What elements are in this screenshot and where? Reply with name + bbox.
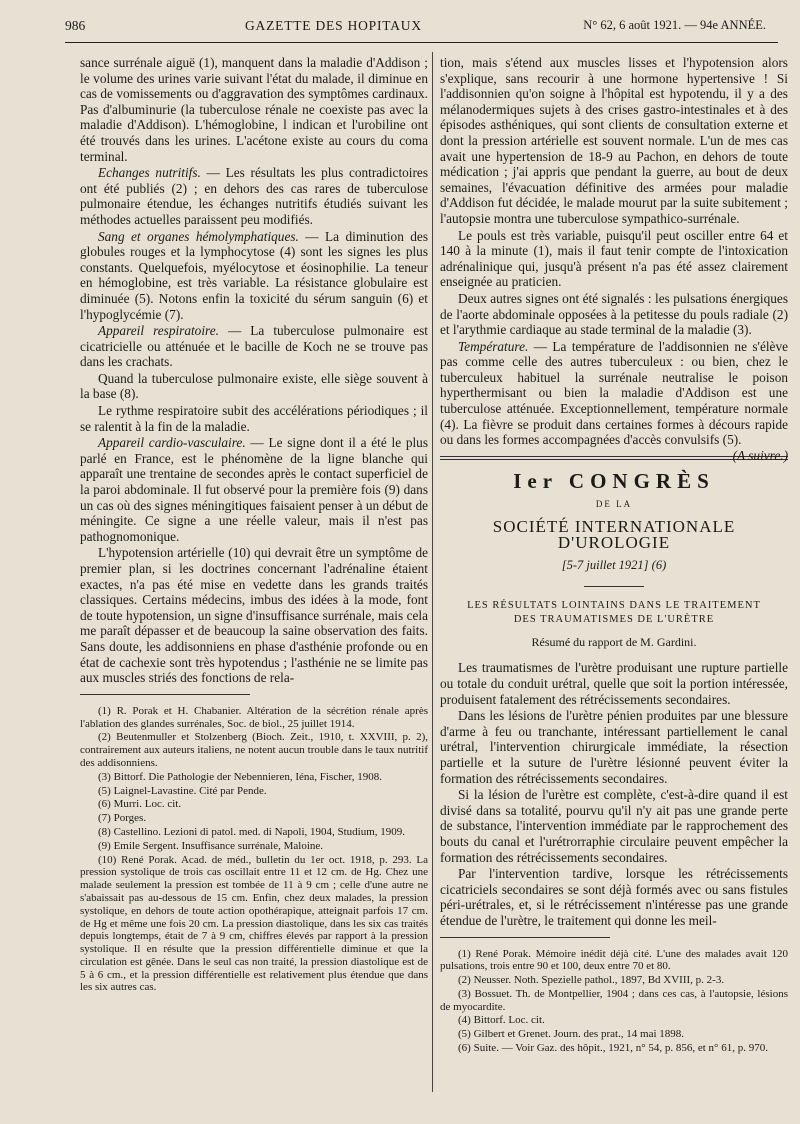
- footnote: (4) Bittorf. Loc. cit.: [458, 1014, 545, 1027]
- section-text: — La diminution des globules rouges et la lymphocytose (4) sont les signes les plus constants. Quelquefois, myélocytose et éosinophilie. La teneur en hémoglobine, est très variable. La résistance globulaire est diminuée (5). Notons enfin la toxicité du sérum sanguin (6) et l'hypoglycémie (7).: [80, 228, 428, 322]
- paragraph-echanges: [80, 165, 428, 227]
- section-title: Echanges nutritifs.: [98, 165, 201, 181]
- journal-title: GAZETTE DES HOPITAUX: [245, 18, 422, 33]
- right-column: [440, 55, 788, 1056]
- footnote: (2) Neusser. Noth. Spezielle pathol., 1897, Bd XVIII, p. 2-3.: [458, 974, 725, 987]
- congress-date: [5-7 juillet 1921] (6): [561, 558, 667, 573]
- footnote: (6) Suite. — Voir Gaz. des hôpit., 1921, n° 54, p. 856, et n° 61, p. 970.: [458, 1042, 768, 1055]
- paragraph: Dans les lésions de l'urètre pénien produites par une blessure d'arme à feu ou tranchante, intéressant partiellement le canal urétral, l'intervention chirurgicale immédiate, la résection partielle et la suture de l'urètre lésionné peuvent éviter la formation des rétrécissements secondaires.: [440, 708, 788, 786]
- to-follow: (A suivre.): [732, 447, 788, 463]
- congress-de-la: DE LA: [595, 499, 633, 510]
- header-rule: [65, 42, 778, 43]
- section-title: Appareil cardio-vasculaire.: [98, 435, 246, 451]
- short-rule: [584, 586, 644, 587]
- footnote-rule: [440, 937, 610, 938]
- page-number: 986: [65, 18, 86, 33]
- footnote-rule: [80, 694, 250, 695]
- issue-info: N° 62, 6 août 1921. — 94e ANNÉE.: [583, 18, 766, 32]
- report-title-line: DES TRAUMATISMES DE L'URÈTRE: [513, 613, 715, 625]
- section-title: Sang et organes hémolymphatiques.: [98, 228, 299, 244]
- section-text: — La tuberculose pulmonaire est cicatricielle ou atténuée et le bacille de Koch ne se trouve pas dans les crachats.: [80, 323, 428, 370]
- paragraph: sance surrénale aiguë (1), manquent dans la maladie d'Addison ; le volume des urines varie suivant l'état du malade, il diminue en cas de vomissements ou d'aggravation des symptômes cardinaux. Pas d'albuminurie (la tuberculose rénale ne coexiste pas avec la maladie d'Addison). L'hémoglobine, l indican et l'urobiline ont été trouvés dans les urines. L'acétone existe au cours du coma terminal.: [80, 55, 428, 164]
- report-summary-author: Résumé du rapport de M. Gardini.: [531, 634, 697, 649]
- paragraph: Quand la tuberculose pulmonaire existe, elle siège souvent à la base (8).: [80, 370, 428, 402]
- paragraph: Deux autres signes ont été signalés : les pulsations énergiques de l'aorte abdominale opposées à la petitesse du pouls radiale (2) et l'arythmie cardiaque au stade terminal de la maladie (3).: [440, 290, 788, 338]
- report-title: [440, 599, 788, 627]
- paragraph: tion, mais s'étend aux muscles lisses et l'hypotension alors s'explique, sans recourir à une hormone hypertensive ! Si l'addisonnien qu'on soigne à l'hôpital est hypotendu, il y a des mélanodermiques sujets à des crises gastro-intestinales et à des épisodes asthéniques, qui sont clients de consultation externe et dont la pression artérielle est souvent normale. L'un de mes cas avait une hypertension de 18-9 au Pachon, en dehors de toute médication ; j'ai appris que pendant la guerre, au bout de deux semaines, l'évacuation définitive des armées pour maladie d'Addison fut décidée, le malade mourut par la suite subitement ; l'autopsie montra une tuberculose sympathico-surrénale.: [440, 55, 788, 226]
- footnotes: [80, 705, 428, 995]
- paragraph: Par l'intervention tardive, lorsque les rétrécissements cicatriciels secondaires se sont déjà formés avec ou sans fistules péri-urétrales, et, si le rétrécissement n'intéresse pas une grande étendue de l'urètre, le traitement qui donne les meil-: [440, 866, 788, 928]
- report-title-line: LES RÉSULTATS LOINTAINS DANS LE TRAITEMENT: [467, 599, 761, 611]
- footnote: (1) René Porak. Mémoire inédit déjà cité. L'une des malades avait 120 pulsations, trois entre 90 et 100, deux entre 70 et 80.: [440, 947, 788, 973]
- section-text: — La température de l'addisonnien ne s'élève pas comme celle des autres tuberculeux : ou bien, chez le tuberculeux habituel la surrénale neutralise le poison hyperthermisant ou bien la maladie d'Addison est une tuberculose atténuée. Exceptionnellement, température normale (4). La fièvre se produit dans certaines formes à décours rapide ou dans les formes accompagnées d'accès convulsifs (5).: [440, 338, 788, 448]
- section-text: — Les résultats les plus contradictoires ont été publiés (2) ; en dehors des cas rares de tuberculose pulmonaire étendue, les échanges nutritifs étudiés suivant les méthodes actuelles paraissent peu modifiés.: [80, 165, 428, 227]
- footnote: (3) Bossuet. Th. de Montpellier, 1904 ; dans ces cas, à l'autopsie, lésions de myocardite.: [440, 987, 788, 1013]
- column-divider: [432, 52, 433, 1092]
- footnote: (8) Castellino. Lezioni di patol. med. di Napoli, 1904, Studium, 1909.: [98, 825, 406, 838]
- paragraph-respiratoire: [80, 323, 428, 370]
- paragraph: Le rythme respiratoire subit des accélérations périodiques ; il se ralentit à la fin de la maladie.: [80, 403, 428, 434]
- paragraph: L'hypotension artérielle (10) qui devrait être un symptôme de premier plan, si les doctrines concernant l'adrénaline étaient exactes, n'a pas été mise en vedette dans les grands traités classiques. Certains médecins, imbus des idées à la mode, font de toute hypotension, un signe d'insuffisance surrénale, mais cela me paraît dépasser et de beaucoup la saine observation des faits. Sans doute, les addisonniens en phase d'asthénie profonde ou en état de cachexie sont très hypotendus ; l'asthénie ne se limite pas aux muscles striés des fonctions de rela-: [80, 545, 428, 686]
- footnotes: [440, 948, 788, 1055]
- footnote: (3) Bittorf. Die Pathologie der Nebennieren, Iéna, Fischer, 1908.: [98, 770, 382, 783]
- section-title: Température.: [458, 338, 529, 354]
- footnote: (1) R. Porak et H. Chabanier. Altération de la sécrétion rénale après l'ablation des glandes surrénales, Soc. de biol., 25 juillet 1914.: [80, 704, 428, 730]
- paragraph: Le pouls est très variable, puisqu'il peut osciller entre 64 et 140 à la minute (1), mais il faut tenir compte de l'intoxication adrénalinique qui, jusqu'à présent n'a pas été assez clairement enseignée au praticien.: [440, 227, 788, 290]
- footnote: (6) Murri. Loc. cit.: [98, 798, 182, 811]
- footnote: (5) Laignel-Lavastine. Cité par Pende.: [98, 784, 267, 797]
- footnote: (2) Beutenmuller et Stolzenberg (Bioch. Zeit., 1910, t. XXVIII, p. 2), contrairement aux auteurs italiens, ne notent aucun trouble dans le taux nutritif des addisonniens.: [80, 731, 428, 769]
- section-title: Appareil respiratoire.: [98, 323, 219, 339]
- paragraph-cardio: [80, 435, 428, 544]
- footnote: (9) Emile Sergent. Insuffisance surrénale, Maloine.: [98, 839, 324, 852]
- page-header: [55, 14, 780, 38]
- footnote: (7) Porges.: [98, 812, 147, 825]
- paragraph: Les traumatismes de l'urètre produisant une rupture partielle ou totale du conduit urétral, quelle que soit la portion intéressée, produisent fatalement des rétrécissements secondaires.: [440, 660, 788, 707]
- paragraph-sang: [80, 229, 428, 323]
- congress-section: [440, 456, 788, 651]
- footnote: (5) Gilbert et Grenet. Journ. des prat., 14 mai 1898.: [458, 1028, 685, 1041]
- congress-heading: Ier CONGRÈS: [513, 468, 715, 493]
- society-name: SOCIÉTÉ INTERNATIONALE D'UROLOGIE: [492, 517, 736, 552]
- footnote: (10) René Porak. Acad. de méd., bulletin du 1er oct. 1918, p. 293. La pression systolique de trois cas oscillait entre 11 et 12 cm. de Hg. Chez une malade seulement la pression est tombée de 11 à 9 cm ; celle d'une autre ne s'abaissait pas au-dessous de 15 cm. Enfin, chez deux malades, la pression systolique, en dehors de toute action opothérapique, atteignait parfois 17 cm. de Hg et même une fois 20 cm. La pression diastolique, dans les six cas traités depuis longtemps, était de 7 à 9 cm, chiffres élevés par rapport à la pression systolique. Il en résulte que la pression différentielle diminue et que la circulation est gênée. Dans le seul cas non traité, la pression diastolique est de 5 à 6 cm., et la pression différentielle est relativement plus étendue que dans les six autres cas.: [80, 853, 428, 994]
- paragraph: Si la lésion de l'urètre est complète, c'est-à-dire quand il est divisé dans sa totalité, pourvu qu'il n'y ait pas une grande perte de substance, l'intervention immédiate par le rapprochement des bouts du canal et l'urétrorraphie circulaire peuvent empêcher la formation des rétrécissements secondaires.: [440, 787, 788, 865]
- section-text: — Le signe dont il a été le plus parlé en France, est le phénomène de la ligne blanche qui apparaît une trentaine de secondes après le contact superficiel de la paroi abdominale. Il fut observé pour la première fois (9) dans un cas où des signes méningitiques faisaient penser à un début de méningite. Ce signe a une réelle valeur, mais il n'est pas pathognomonique.: [80, 435, 429, 544]
- left-column: [80, 55, 428, 995]
- paragraph-temperature: [440, 338, 788, 463]
